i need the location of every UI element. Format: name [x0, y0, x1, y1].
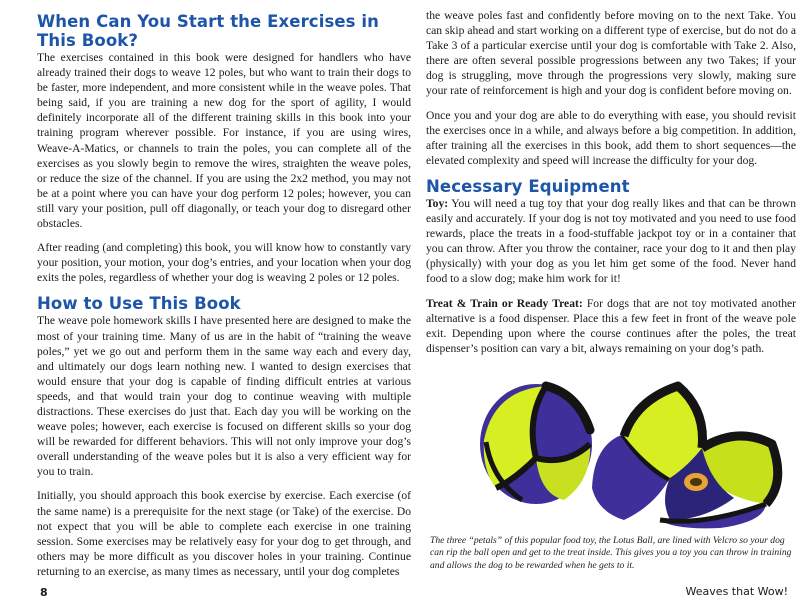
paragraph: The exercises contained in this book were designed for handlers who have already trained their dogs to weave 12 poles, but who want to train their dogs to be faster, more independent, and more consistent while in the weave poles. That being said, if you are training a new dog for the sport of agility, I would definitely incorporate all of the different training skills in this book into your training program wherever possible. For instance, if you are using wires, Weave-A-Matics, or channels to train the poles, you can complete all of the exercises as you slowly begin to remove the wires, straighten the weave poles, or reduce the size of the channel. If you are using the 2x2 method, you may not be at a point where you can have your dog perform 12 poles; however, you can still vary your position, pull off diagonally, or teach your dog to disregard other obstacles. — [37, 51, 411, 231]
paragraph: After reading (and completing) this book, you will know how to constantly vary your position, your motion, your dog’s entries, and your location when your dog exits the poles, regardless of whether your dog is weaving 2 poles or 12 poles. — [37, 241, 411, 285]
toy-text: You will need a tug toy that your dog really likes and that can be thrown easily and accurately. If your dog is not toy motivated and you need to use food rewards, place the treats in a food-stuffable jackpot toy or in a container that you can throw. After you throw the container, race your dog to it and then play (physically) with your dog as you let him get some of the food. Never hand food to a slow dog; make him work for it! — [426, 196, 796, 286]
section-heading-equipment: Necessary Equipment — [426, 176, 630, 196]
section-heading-start-exercises: When Can You Start the Exercises in This Book? — [37, 12, 380, 50]
paragraph: Initially, you should approach this book exercise by exercise. Each exercise (of the same name) is a prerequisite for the next stage (or Take) of the exercise. Do not expect that you will be able to complete each exercise in one training session. Some exercises may be relatively easy for your dog to get through, and others may be more difficult as you discover holes in your training. Continue returning to an exercise, as many times as necessary, until your dog completes — [37, 489, 411, 578]
book-title-footer: Weaves that Wow! — [685, 585, 788, 598]
lotus-ball-toy-photo — [474, 370, 796, 530]
closed-lotus-ball-icon — [480, 384, 592, 504]
toy-label: Toy: — [426, 196, 449, 210]
open-lotus-ball-icon — [592, 386, 778, 528]
paragraph: the weave poles fast and confidently before moving on to the next Take. You can skip ahead and start working on a different type of exercise, but do not do a Take 3 of a particular exercise until your dog is comfortable with Take 2. Also, there are often several possible progressions between any two Takes; if your dog is struggling, move through the progressions very slowly, making sure your rate of reinforcement is high and your dog is confident before moving on. — [426, 9, 796, 98]
treat-text: For dogs that are not toy motivated another alternative is a food dispenser. Place this a few feet in front of the weave pole exit. Depending upon where the course continues after the poles, the treat dispenser’s position can vary a bit, always remaining on your dog’s path. — [426, 296, 796, 355]
treat-label: Treat & Train or Ready Treat: — [426, 296, 583, 310]
photo-caption: The three “petals” of this popular food toy, the Lotus Ball, are lined with Velcro so your dog can rip the ball open and get to the treat inside. This gives you a toy you can throw in training and allows the dog to be rewarded when he gets to it. — [430, 535, 792, 571]
treat-paragraph — [426, 296, 796, 356]
paragraph: The weave pole homework skills I have presented here are designed to make the most of your training time. Many of us are in the habit of “training the weave poles,” yet we go out and perform them in the same way each and every day, and ultimately our dogs learn nothing new. I wanted to design exercises that would ensure that your dog is capable of finding difficult entries at various speeds, and that would train your dog to continue weaving with multiple distractions. These exercises do just that. Each day you will be working on the weave poles; however, each exercise is focused on different skills so your dog will be rewarded for different behaviors. This will not only improve your dog’s overall understanding of the weave poles but it is also a very efficient way for you to train. — [37, 314, 411, 479]
page-number: 8 — [40, 586, 48, 599]
toy-paragraph — [426, 196, 796, 287]
left-column — [37, 8, 411, 579]
right-column — [426, 8, 796, 356]
lotus-ball-toy-photo-icon — [474, 370, 796, 530]
section-heading-how-to-use: How to Use This Book — [37, 294, 241, 314]
paragraph: Once you and your dog are able to do everything with ease, you should revisit the exercises once in a while, and always before a big competition. In addition, after training all the exercises in this book, add them to short sequences—the elevated complexity and speed will increase the difficulty for your dog. — [426, 108, 796, 167]
